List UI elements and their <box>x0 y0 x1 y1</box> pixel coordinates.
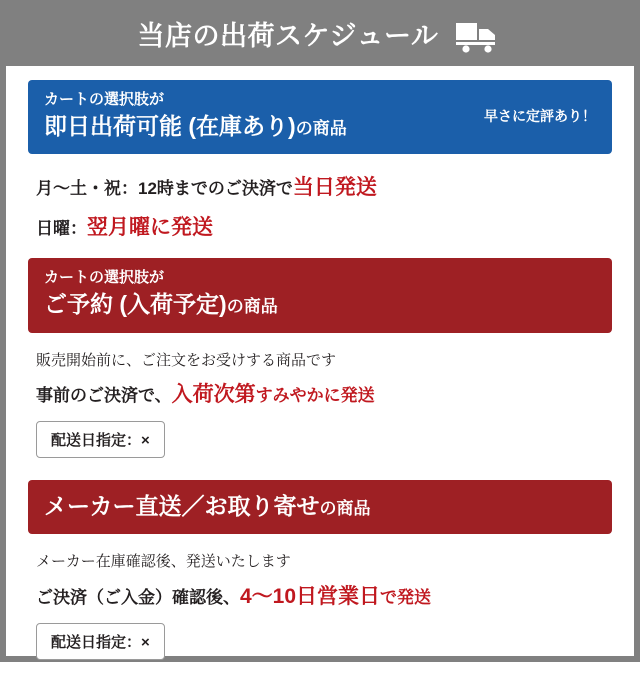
section-band-in-stock <box>28 80 612 154</box>
band-big-suffix: の商品 <box>226 297 278 317</box>
detail-line-label: 日曜： <box>36 219 87 239</box>
delivery-date-chip: 配送日指定：× <box>36 623 165 660</box>
detail-line <box>36 548 608 577</box>
section-detail-reservation <box>28 333 612 468</box>
delivery-truck-icon <box>454 19 502 53</box>
page-title: 当店の出荷スケジュール <box>137 20 439 51</box>
detail-line <box>36 577 608 617</box>
band-big-text: ご予約 (入荷予定) <box>44 291 227 318</box>
band-big-label <box>44 110 347 142</box>
band-big-label <box>44 288 278 320</box>
detail-line-emphasis: 4〜10日営業日 <box>240 584 381 608</box>
detail-line <box>36 375 608 415</box>
detail-line-plain: 12時までのご決済で <box>138 179 293 199</box>
detail-line <box>36 208 608 248</box>
section-band-reservation <box>28 258 612 332</box>
band-big-suffix: の商品 <box>319 499 371 519</box>
detail-line <box>36 347 608 376</box>
band-text-group <box>44 268 278 320</box>
detail-line-emphasis-small: すみやかに発送 <box>255 386 375 406</box>
band-small-label: カートの選択肢が <box>44 269 165 287</box>
detail-line-plain: 販売開始前に、ご注文をお受けする商品です <box>36 351 337 369</box>
band-big-suffix: の商品 <box>295 119 347 139</box>
band-big-text: メーカー直送／お取り寄せ <box>44 493 320 520</box>
section-band-maker-direct <box>28 480 612 534</box>
page-header <box>6 6 634 66</box>
detail-line <box>36 168 608 208</box>
delivery-date-chip: 配送日指定：× <box>36 421 165 458</box>
band-text-group <box>44 490 371 522</box>
detail-line-emphasis: 翌月曜に発送 <box>87 216 213 240</box>
detail-line-emphasis: 入荷次第 <box>171 383 256 407</box>
band-small-label: カートの選択肢が <box>44 91 165 108</box>
detail-line-emphasis-small: で発送 <box>380 587 432 607</box>
page-content <box>6 66 634 680</box>
detail-line-label: ご決済（ご入金）確認後、 <box>36 587 240 607</box>
section-detail-in-stock <box>28 154 612 258</box>
detail-line-plain: メーカー在庫確認後、発送いたします <box>36 553 291 571</box>
band-text-group <box>44 90 347 142</box>
section-detail-maker-direct <box>28 534 612 669</box>
band-note: 早さに定評あり！ <box>484 108 596 125</box>
detail-line-label: 月〜土・祝： <box>36 179 138 199</box>
band-big-label <box>44 490 371 522</box>
detail-line-emphasis: 当日発送 <box>292 176 377 200</box>
band-big-text: 即日出荷可能 (在庫あり) <box>44 113 296 140</box>
detail-line-label: 事前のご決済で、 <box>36 386 172 406</box>
